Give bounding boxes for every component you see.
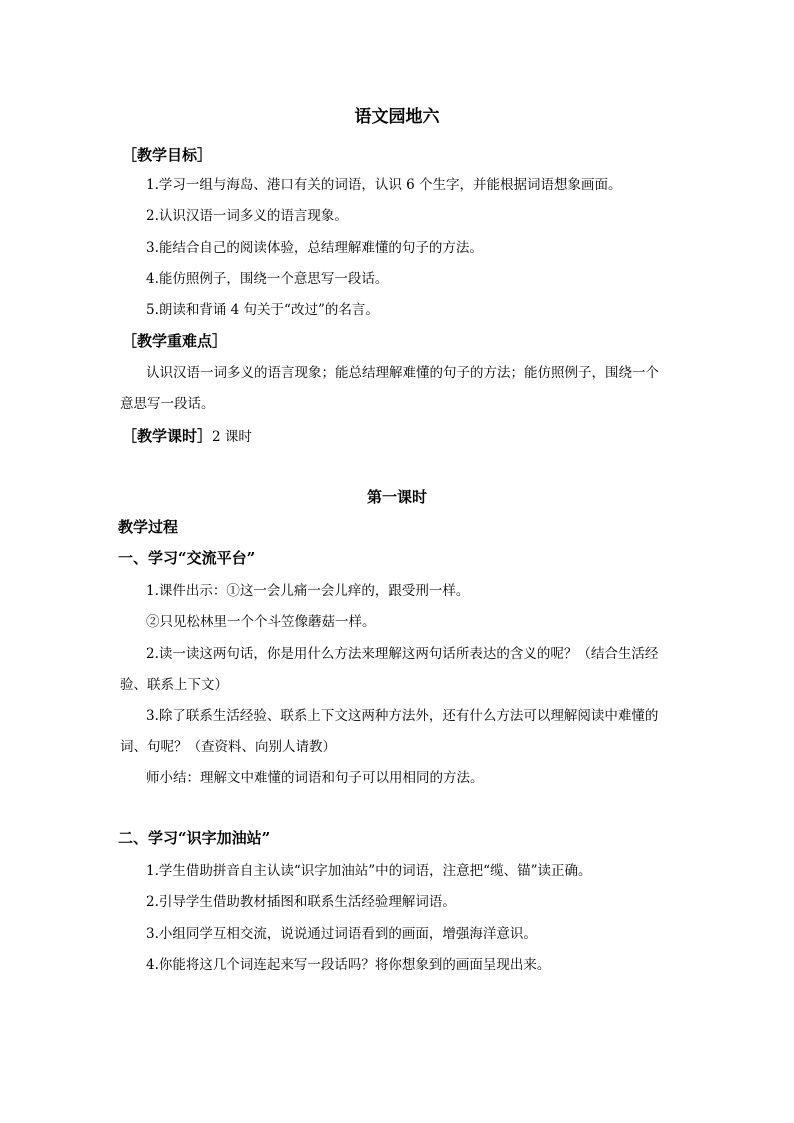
page-title: 语文园地六 bbox=[354, 107, 440, 127]
process-heading: 教学过程 bbox=[118, 518, 179, 536]
goal-item: 5.朗读和背诵 4 句关于“改过”的名言。 bbox=[146, 302, 379, 318]
lesson-hours-value: 2 课时 bbox=[212, 429, 252, 445]
section2-line: 3.小组同学互相交流，说说通过词语看到的画面，增强海洋意识。 bbox=[146, 926, 537, 942]
key-points-text: 意思写一段话。 bbox=[120, 396, 215, 412]
section2-line: 2.引导学生借助教材插图和联系生活经验理解词语。 bbox=[146, 894, 456, 910]
section1-line: 3.除了联系生活经验、联系上下文这两种方法外，还有什么方法可以理解阅读中难懂的 bbox=[146, 708, 659, 724]
section1-line: 词、句呢？（查资料、向别人请教） bbox=[120, 739, 336, 755]
goal-item: 4.能仿照例子，围绕一个意思写一段话。 bbox=[146, 271, 389, 287]
lesson-hours-heading: ［教学课时］ bbox=[122, 427, 213, 445]
goal-item: 1.学习一组与海岛、港口有关的词语，认识 6 个生字，并能根据词语想象画面。 bbox=[146, 177, 622, 193]
lesson-hours bbox=[122, 425, 252, 447]
goals-heading: ［教学目标］ bbox=[122, 146, 213, 164]
key-points-heading: ［教学重难点］ bbox=[122, 332, 228, 350]
section1-line: 2.读一读这两句话，你是用什么方法来理解这两句话所表达的含义的呢？（结合生活经 bbox=[146, 646, 659, 662]
section1-line: 验、联系上下文） bbox=[120, 677, 228, 693]
goal-item: 2.认识汉语一词多义的语言现象。 bbox=[146, 208, 348, 224]
section1-line: 1.课件出示：①这一会儿痛一会儿痒的，跟受刑一样。 bbox=[146, 583, 470, 599]
section1-summary: 师小结：理解文中难懂的词语和句子可以用相同的方法。 bbox=[146, 770, 484, 786]
goal-item: 3.能结合自己的阅读体验，总结理解难懂的句子的方法。 bbox=[146, 240, 483, 256]
key-points-text: 认识汉语一词多义的语言现象；能总结理解难懂的句子的方法；能仿照例子，围绕一个 bbox=[146, 365, 659, 381]
section1-line: ②只见松林里一个个斗笠像蘑菇一样。 bbox=[146, 614, 376, 630]
section2-line: 4.你能将这几个词连起来写一段话吗？将你想象到的画面呈现出来。 bbox=[146, 957, 551, 973]
lesson-title: 第一课时 bbox=[366, 488, 427, 506]
section2-heading: 二、学习“识字加油站” bbox=[118, 829, 271, 847]
section1-heading: 一、学习“交流平台” bbox=[118, 549, 256, 567]
section2-line: 1.学生借助拼音自主认读“识字加油站”中的词语，注意把“缆、锚”读正确。 bbox=[146, 863, 592, 879]
